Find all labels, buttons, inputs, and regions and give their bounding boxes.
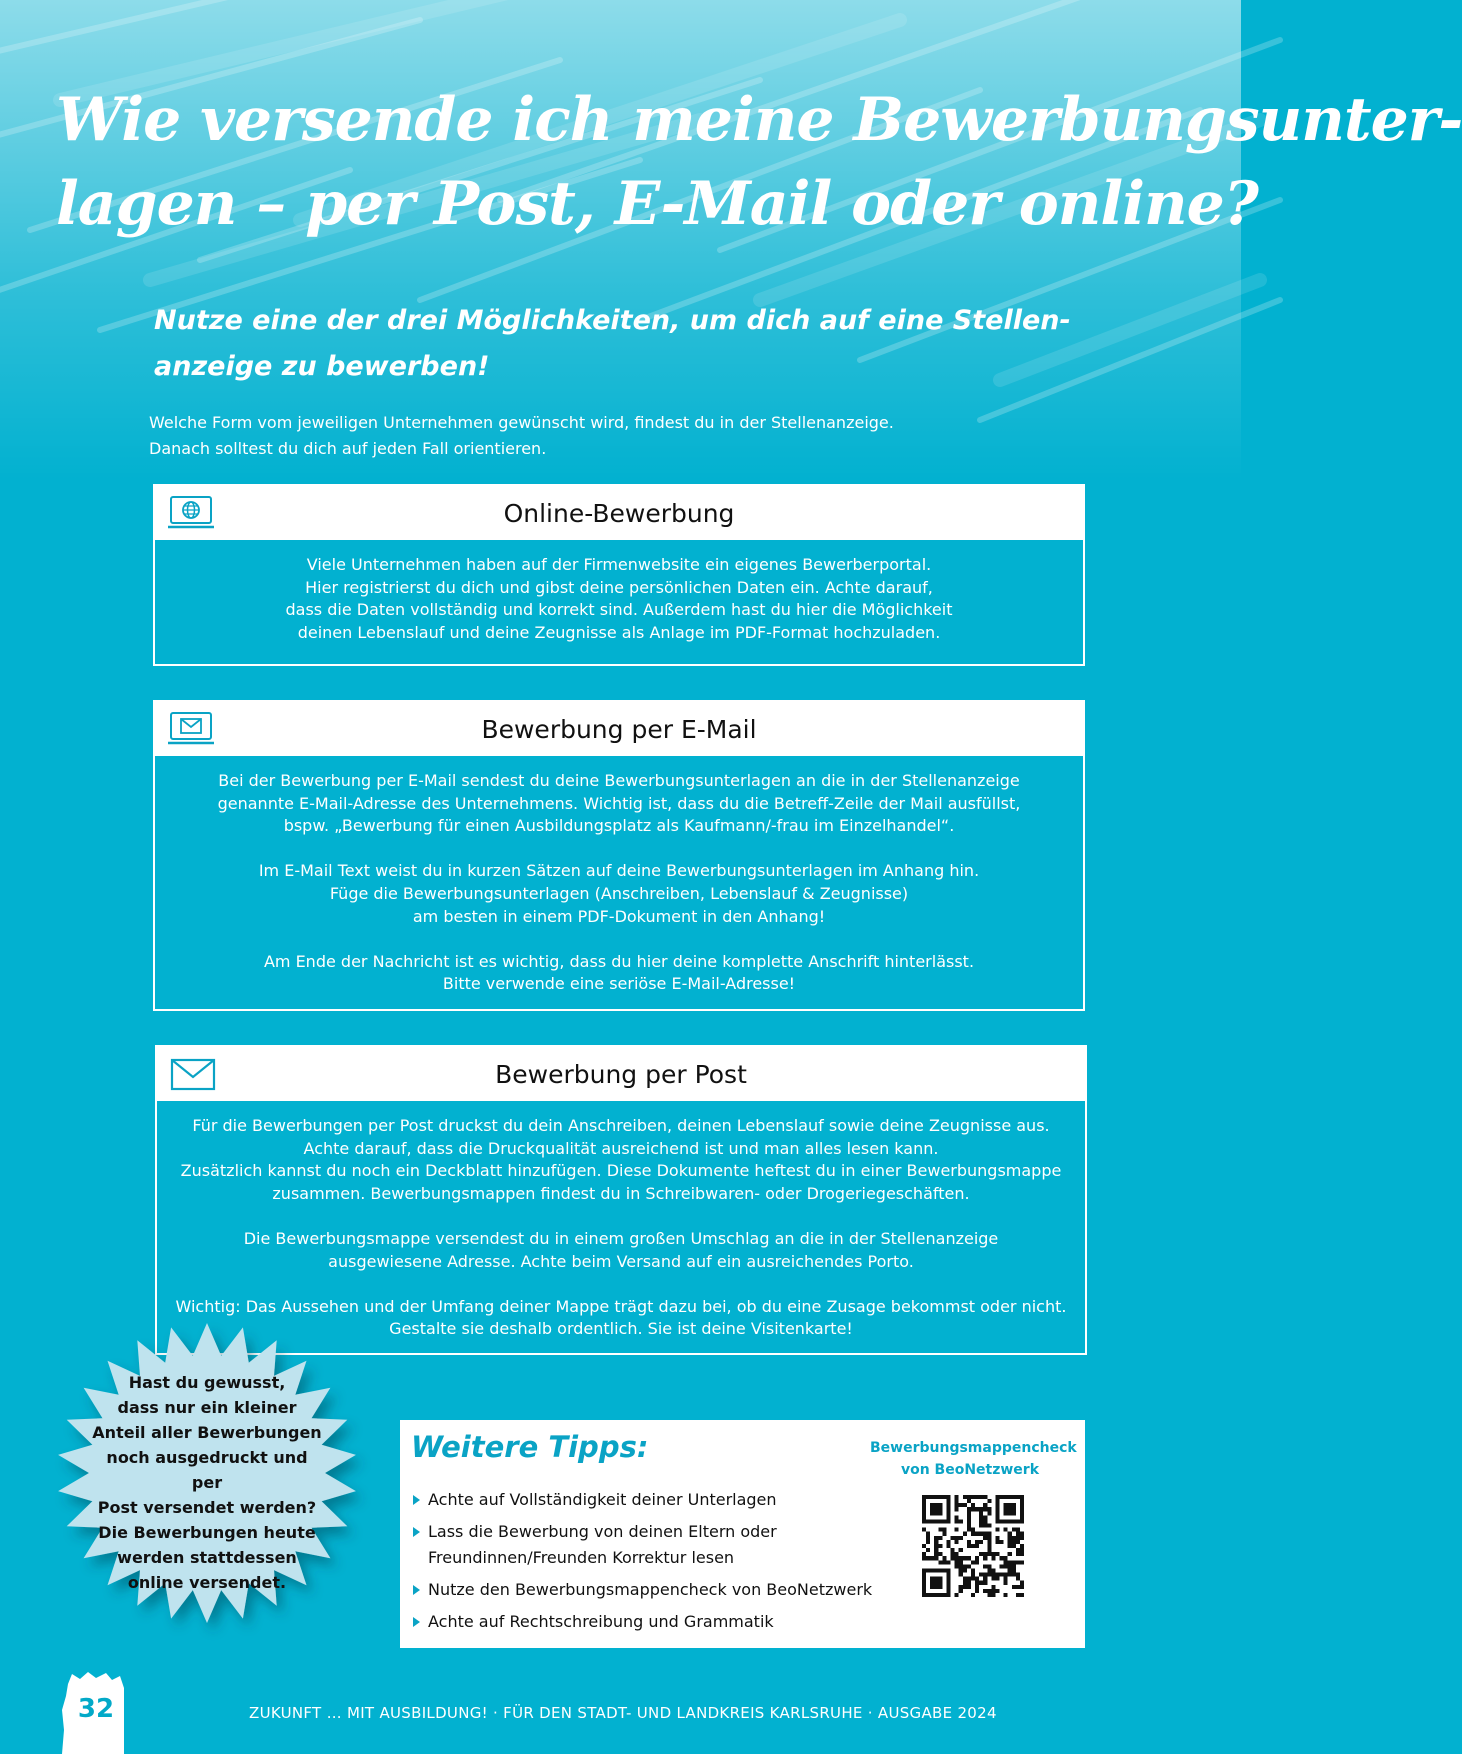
list-item <box>412 1609 882 1635</box>
tip-line: Lass die Bewerbung von deinen Eltern oder <box>428 1522 777 1541</box>
tips-title: Weitere Tipps: <box>411 1430 649 1464</box>
tip-line: Freundinnen/Freunden Korrektur lesen <box>428 1548 735 1567</box>
text-line: Im E-Mail Text weist du in kurzen Sätzen auf deine Bewerbungsunterlagen im Anhang hin. <box>258 861 980 881</box>
intro-line: Welche Form vom jeweiligen Unternehmen gewünscht wird, findest du in der Stellenanzeige. <box>149 413 894 432</box>
envelope-icon <box>169 1055 217 1093</box>
text-line: Füge die Bewerbungsunterlagen (Anschreiben, Lebenslauf & Zeugnisse) <box>329 883 909 903</box>
box-paragraph <box>167 770 1071 838</box>
text-line: genannte E-Mail-Adresse des Unternehmens. Wichtig ist, dass du die Betreff-Zeile der Mail ausfüllst, <box>217 793 1021 813</box>
list-item <box>412 1519 882 1571</box>
text-line: Bei der Bewerbung per E-Mail sendest du deine Bewerbungsunterlagen an die in der Stellenanzeige <box>218 771 1020 790</box>
subtitle-line: Nutze eine der drei Möglichkeiten, um dich auf eine Stellen- <box>154 305 1071 336</box>
online-application-box <box>153 484 1085 666</box>
list-item <box>412 1487 882 1513</box>
qr-caption <box>870 1437 1077 1481</box>
star-line: Hast du gewusst, <box>128 1373 286 1392</box>
star-line: werden stattdessen <box>117 1548 297 1567</box>
text-line: Gestalte sie deshalb ordentlich. Sie ist deine Visitenkarte! <box>389 1319 853 1339</box>
star-line: dass nur ein kleiner <box>117 1398 297 1417</box>
qr-caption-line: von BeoNetzwerk <box>900 1462 1040 1478</box>
starburst-text <box>92 1370 322 1595</box>
text-line: ausgewiesene Adresse. Achte beim Versand auf ein ausreichendes Porto. <box>328 1251 914 1271</box>
title-line: lagen – per Post, E-Mail oder online? <box>56 169 1258 239</box>
tip-line: Achte auf Vollständigkeit deiner Unterlagen <box>428 1490 777 1509</box>
box-title: Bewerbung per Post <box>495 1059 747 1089</box>
text-line: am besten in einem PDF-Dokument in den Anhang! <box>412 906 826 926</box>
text-line: Zusätzlich kannst du noch ein Deckblatt hinzufügen. Diese Dokumente heftest du in einer Bewerbungsmappe <box>180 1161 1062 1181</box>
box-paragraph <box>169 1115 1073 1205</box>
text-line: Bitte verwende eine seriöse E-Mail-Adresse! <box>442 974 796 994</box>
subtitle-line: anzeige zu bewerben! <box>154 351 490 382</box>
text-line: Achte darauf, dass die Druckqualität ausreichend ist und man alles lesen kann. <box>303 1138 939 1158</box>
text-line: Wichtig: Das Aussehen und der Umfang deiner Mappe trägt dazu bei, ob du eine Zusage bekommst oder nicht. <box>175 1296 1067 1316</box>
qr-code-icon[interactable] <box>922 1495 1024 1597</box>
page-number: 32 <box>77 1694 115 1724</box>
box-title: Bewerbung per E-Mail <box>481 714 757 744</box>
text-line: Die Bewerbungsmappe versendest du in einem großen Umschlag an die in der Stellenanzeige <box>243 1228 999 1248</box>
laptop-globe-icon <box>167 494 215 532</box>
box-header <box>155 486 1083 540</box>
text-line: Hier registrierst du dich und gibst deine persönlichen Daten ein. Achte darauf, <box>305 577 933 597</box>
tip-line: Nutze den Bewerbungsmappencheck von BeoNetzwerk <box>428 1580 873 1599</box>
page-subtitle <box>154 298 1071 390</box>
tip-line: Achte auf Rechtschreibung und Grammatik <box>428 1612 774 1631</box>
text-line: Am Ende der Nachricht ist es wichtig, dass du hier deine komplette Anschrift hinterlässt. <box>263 951 975 971</box>
box-body <box>157 1101 1085 1341</box>
box-paragraph <box>167 860 1071 928</box>
star-line: Post versendet werden? <box>97 1498 317 1517</box>
box-title: Online-Bewerbung <box>503 498 735 528</box>
list-item <box>412 1577 882 1603</box>
text-line: Für die Bewerbungen per Post druckst du dein Anschreiben, deinen Lebenslauf sowie deine Zeugnisse aus. <box>192 1116 1050 1135</box>
page-title <box>56 78 1462 246</box>
text-line: bspw. „Bewerbung für einen Ausbildungsplatz als Kaufmann/-frau im Einzelhandel“. <box>283 816 955 836</box>
text-line: zusammen. Bewerbungsmappen findest du in Schreibwaren- oder Drogeriegeschäften. <box>272 1183 970 1203</box>
star-line: online versendet. <box>127 1573 287 1592</box>
tips-list <box>412 1487 882 1641</box>
text-line: Viele Unternehmen haben auf der Firmenwebsite ein eigenes Bewerberportal. <box>306 555 932 574</box>
text-line: dass die Daten vollständig und korrekt sind. Außerdem hast du hier die Möglichkeit <box>285 600 953 620</box>
box-header <box>155 702 1083 756</box>
box-paragraph <box>169 1228 1073 1273</box>
star-line: Die Bewerbungen heute <box>98 1523 316 1542</box>
box-paragraph <box>167 554 1071 644</box>
box-body <box>155 756 1083 996</box>
title-line: Wie versende ich meine Bewerbungsunter- <box>56 85 1462 155</box>
laptop-envelope-icon <box>167 710 215 748</box>
qr-caption-line: Bewerbungsmappencheck <box>870 1440 1077 1456</box>
intro-line: Danach solltest du dich auf jeden Fall orientieren. <box>149 439 547 458</box>
box-header <box>157 1047 1085 1101</box>
star-line: Anteil aller Bewerbungen <box>92 1423 322 1442</box>
post-application-box <box>155 1045 1087 1355</box>
tips-panel <box>400 1420 1085 1648</box>
email-application-box <box>153 700 1085 1011</box>
intro-text <box>149 410 1049 462</box>
box-body <box>155 540 1083 644</box>
text-line: deinen Lebenslauf und deine Zeugnisse als Anlage im PDF-Format hochzuladen. <box>297 622 941 642</box>
star-line: noch ausgedruckt und per <box>106 1448 308 1492</box>
footer-text: ZUKUNFT … MIT AUSBILDUNG! · FÜR DEN STADT- UND LANDKREIS KARLSRUHE · AUSGABE 2024 <box>249 1704 997 1722</box>
box-paragraph <box>167 951 1071 996</box>
